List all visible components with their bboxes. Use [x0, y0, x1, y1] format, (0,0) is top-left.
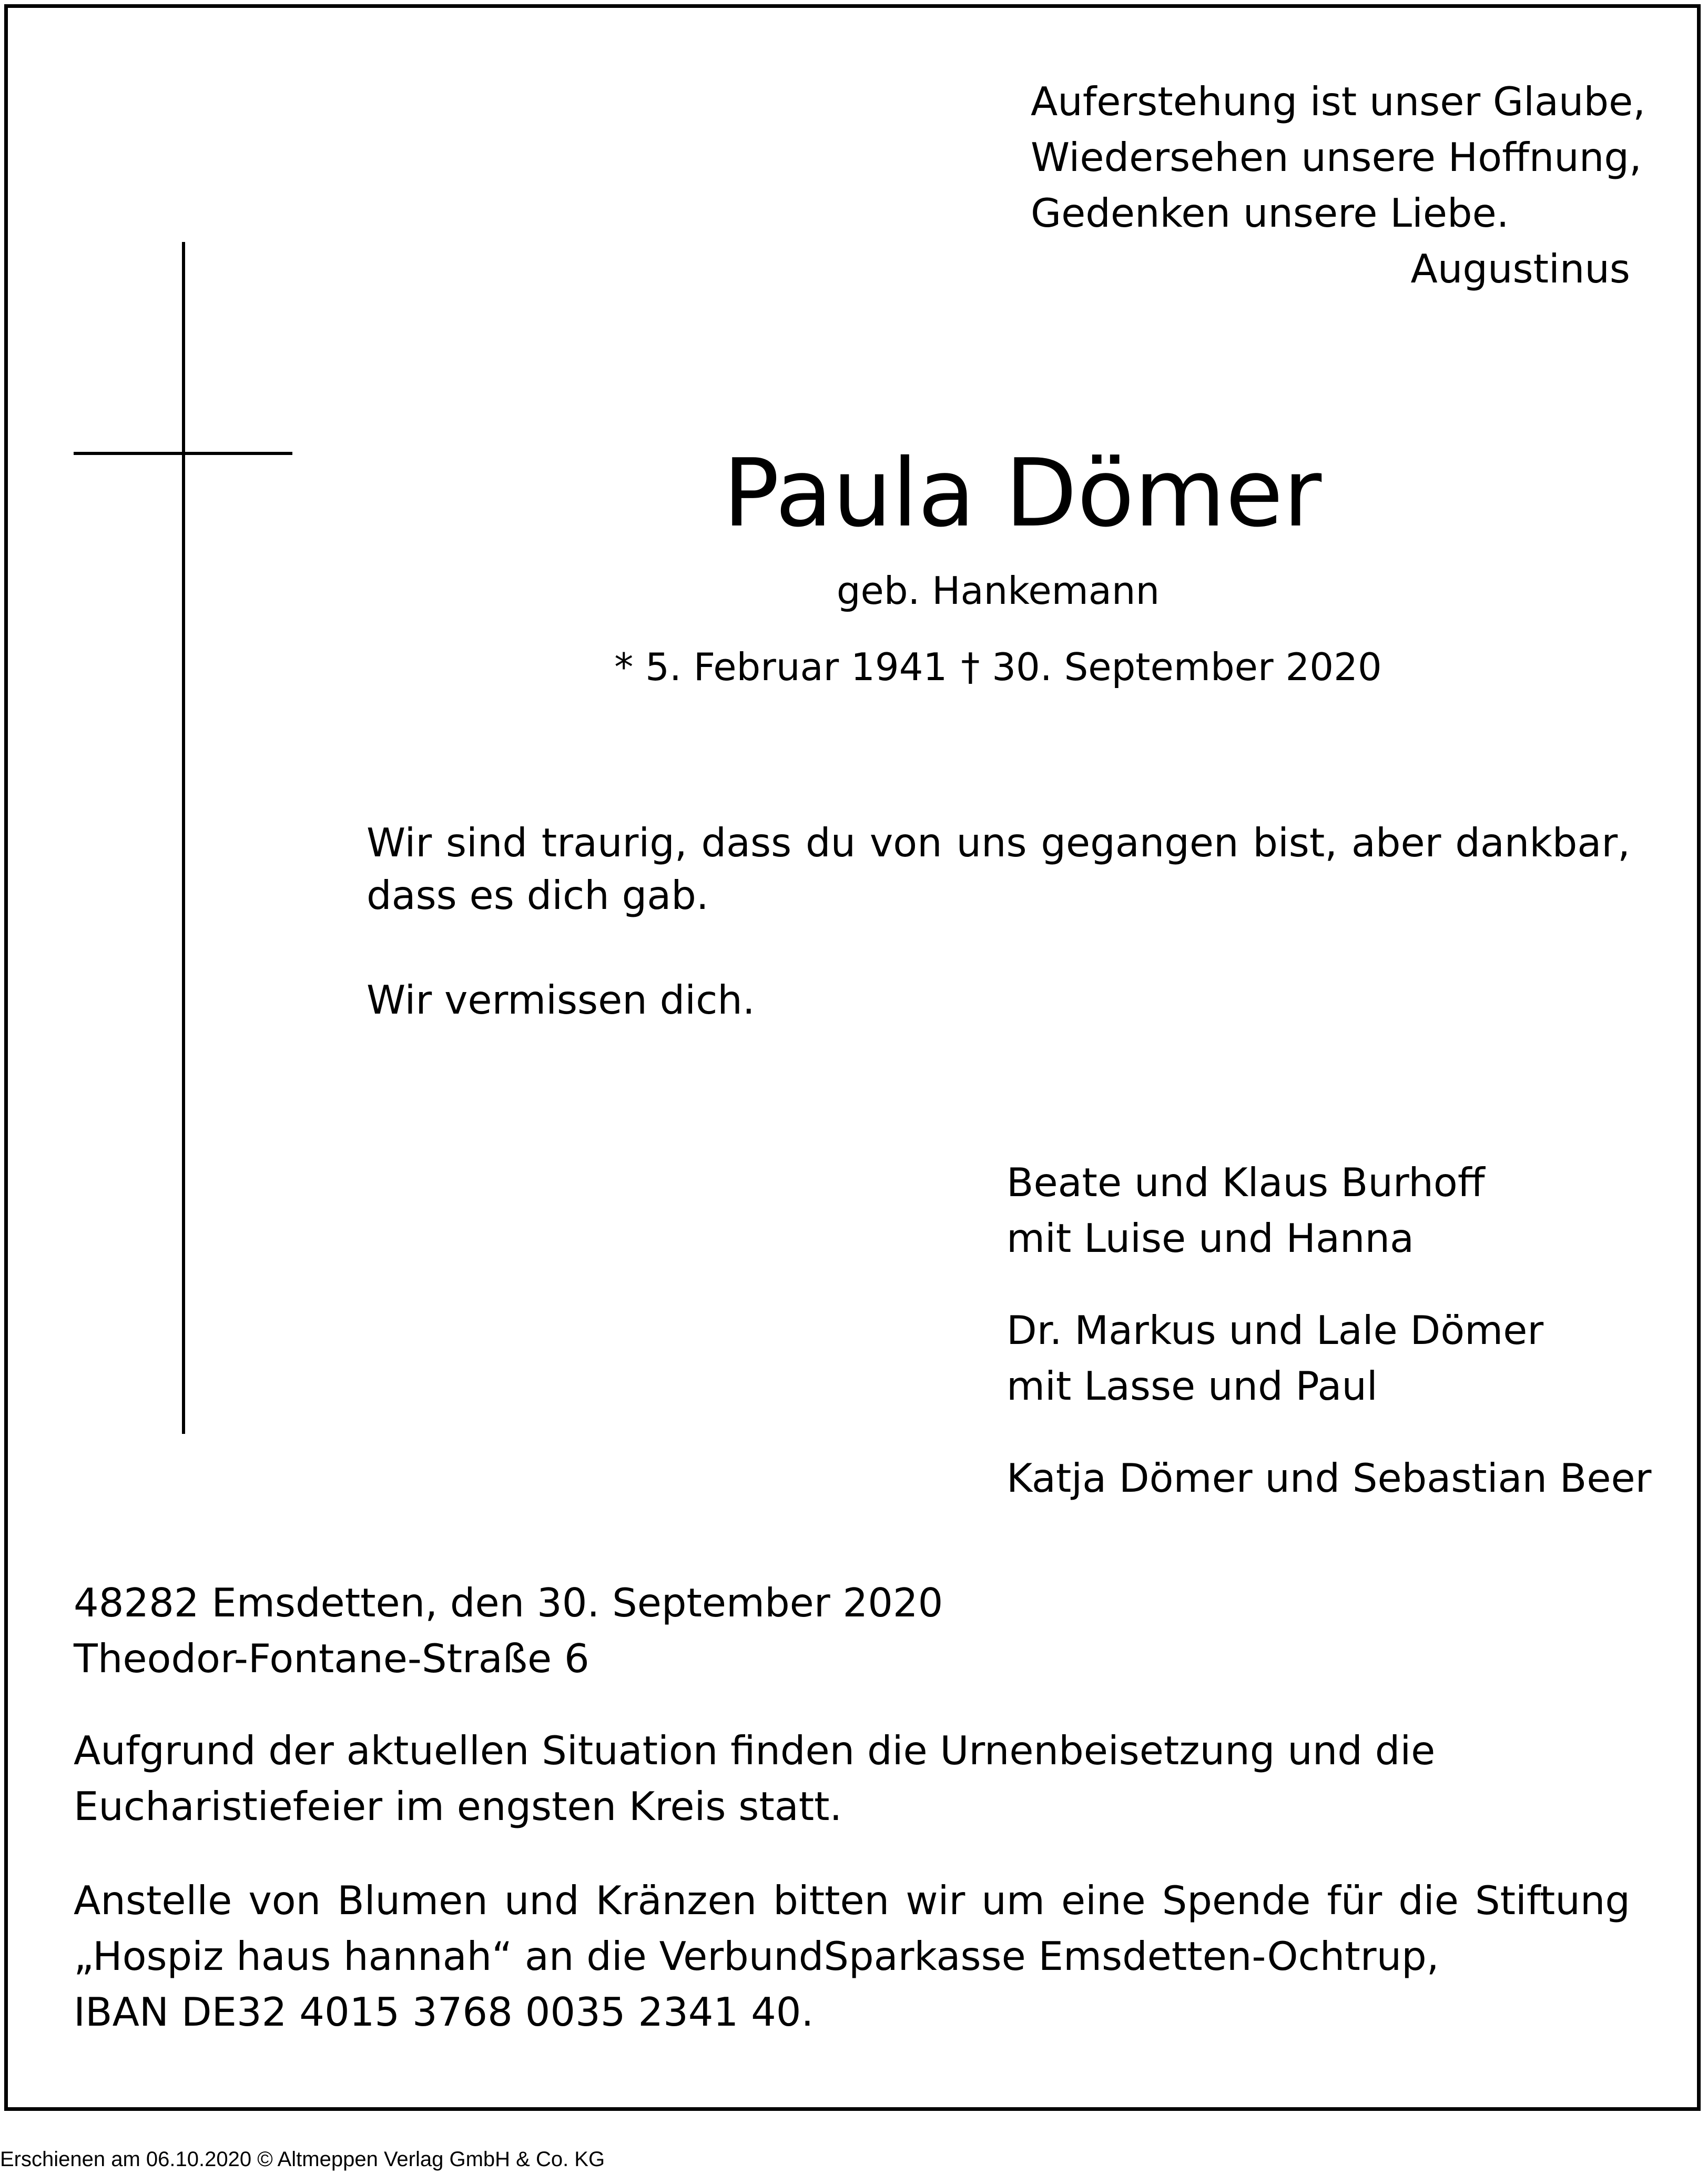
- message-line: Wir sind traurig, dass du von uns gegangen bist, aber dankbar,: [367, 820, 1630, 866]
- quote-line: Auferstehung ist unser Glaube,: [1031, 78, 1646, 125]
- donation-request: [74, 1873, 1630, 2040]
- iban-line: IBAN DE32 4015 3768 0035 2341 40.: [74, 1989, 814, 2035]
- address-block: [74, 1575, 943, 1686]
- mourner-line: Beate und Klaus Burhoff: [1006, 1159, 1485, 1206]
- donation-line: Anstelle von Blumen und Kränzen bitten wir um eine Spende für die Stiftung: [74, 1877, 1630, 1924]
- deceased-name: Paula Dömer: [723, 439, 1322, 548]
- quote-line: Gedenken unsere Liebe.: [1031, 190, 1509, 236]
- death-date: † 30. September 2020: [961, 645, 1382, 689]
- place-date: 48282 Emsdetten, den 30. September 2020: [74, 1580, 943, 1626]
- mourner-line: mit Lasse und Paul: [1006, 1363, 1378, 1409]
- street-address: Theodor-Fontane-Straße 6: [74, 1635, 589, 1682]
- birth-name: geb. Hankemann: [836, 569, 1160, 613]
- mourner-group: [1006, 1450, 1651, 1506]
- funeral-notice-line: Eucharistiefeier im engsten Kreis statt.: [74, 1783, 842, 1829]
- cross-vertical-bar: [182, 242, 185, 1434]
- mourner-line: Dr. Markus und Lale Dömer: [1006, 1307, 1544, 1353]
- mourner-group: [1006, 1155, 1651, 1266]
- quote-line: Wiedersehen unsere Hoffnung,: [1031, 134, 1642, 180]
- message-line: dass es dich gab.: [367, 872, 709, 918]
- mourner-line: mit Luise und Hanna: [1006, 1215, 1414, 1261]
- life-dates: [0, 639, 1708, 695]
- farewell-message: [367, 816, 1630, 922]
- quote-author: Augustinus: [1410, 246, 1630, 292]
- mourner-group: [1006, 1302, 1651, 1414]
- mourner-line: Katja Dömer und Sebastian Beer: [1006, 1455, 1652, 1501]
- publication-footer: Erschienen am 06.10.2020 © Altmeppen Verlag GmbH & Co. KG: [0, 2148, 605, 2171]
- birth-date: * 5. Februar 1941: [614, 645, 948, 689]
- funeral-notice: [74, 1723, 1435, 1834]
- donation-line: „Hospiz haus hannah“ an die VerbundSparkasse Emsdetten-Ochtrup,: [74, 1933, 1439, 1979]
- mourners-list: [1006, 1155, 1651, 1542]
- miss-you-text: Wir vermissen dich.: [367, 977, 755, 1023]
- epigraph-quote: [1031, 74, 1646, 297]
- funeral-notice-line: Aufgrund der aktuellen Situation finden die Urnenbeisetzung und die: [74, 1727, 1436, 1774]
